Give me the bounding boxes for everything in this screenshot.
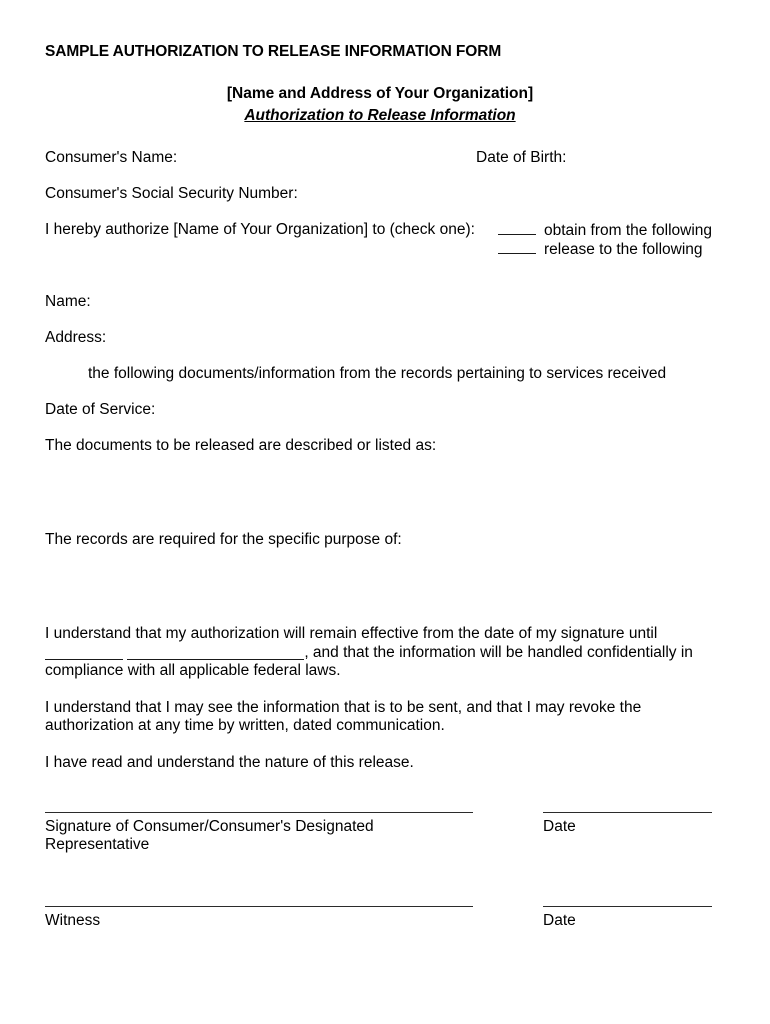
authorization-heading: Authorization to Release Information [244,107,516,124]
signature-block-witness [45,906,725,930]
effective-until-blank-continued[interactable] [127,646,304,660]
check-option-release-label: release to the following [544,241,703,258]
consumer-ssn-label: Consumer's Social Security Number: [45,185,298,202]
date-of-birth-label: Date of Birth: [476,149,567,166]
spacer-after-authorize [45,277,725,293]
organization-name-line: [Name and Address of Your Organization] [226,85,534,102]
spacer-before-signatures [45,790,725,812]
check-option-release[interactable] [498,240,725,259]
documents-listed-label: The documents to be released are described or listed as: [45,437,437,454]
authorize-row [45,221,725,259]
consumer-date-rule [543,812,712,813]
witness-signature-rule [45,906,473,907]
purpose-label: The records are required for the specific purpose of: [45,531,402,548]
witness-date-field[interactable] [543,906,712,930]
witness-date-label: Date [543,912,576,929]
consumer-signature-field[interactable] [45,812,473,854]
check-option-obtain-label: obtain from the following [544,222,713,239]
check-one-options [498,221,725,259]
authorize-lead-text: I hereby authorize [Name of Your Organization] to (check one): [45,221,475,238]
effective-until-blank[interactable] [45,646,123,660]
recipient-name-label: Name: [45,293,91,310]
consumer-name-label: Consumer's Name: [45,149,178,166]
read-and-understand-paragraph: I have read and understand the nature of this release. [45,753,414,771]
witness-signature-label: Witness [45,912,101,929]
consumer-signature-rule [45,812,473,813]
documents-listed-writing-area[interactable] [45,473,725,531]
check-option-obtain[interactable] [498,221,725,240]
effective-until-prefix: I understand that my authorization will remain effective from the date of my signature until [45,625,658,642]
consumer-signature-label: Signature of Consumer/Consumer's Designated Representative [45,818,374,853]
effective-until-suffix: , and that the information will be handled confidentially in compliance with all applicable federal laws. [45,643,693,679]
recipient-address-label: Address: [45,329,107,346]
consumer-name-row [45,149,725,167]
organization-title-block [45,83,725,127]
checkbox-blank-obtain[interactable] [498,221,536,235]
signature-block-consumer [45,812,725,854]
consumer-date-field[interactable] [543,812,712,854]
checkbox-blank-release[interactable] [498,240,536,254]
page-title: SAMPLE AUTHORIZATION TO RELEASE INFORMATION FORM [45,43,502,60]
date-of-service-label: Date of Service: [45,401,156,418]
purpose-writing-area[interactable] [45,567,725,625]
effective-until-paragraph [45,625,725,681]
witness-signature-field[interactable] [45,906,473,930]
spacer-between-signature-blocks [45,854,725,906]
documents-description-line: the following documents/information from the records pertaining to services received [88,365,667,382]
witness-date-rule [543,906,712,907]
revoke-paragraph: I understand that I may see the information that is to be sent, and that I may revoke the authorization at any time by written, dated communication. [45,698,642,734]
consumer-date-label: Date [543,818,576,835]
